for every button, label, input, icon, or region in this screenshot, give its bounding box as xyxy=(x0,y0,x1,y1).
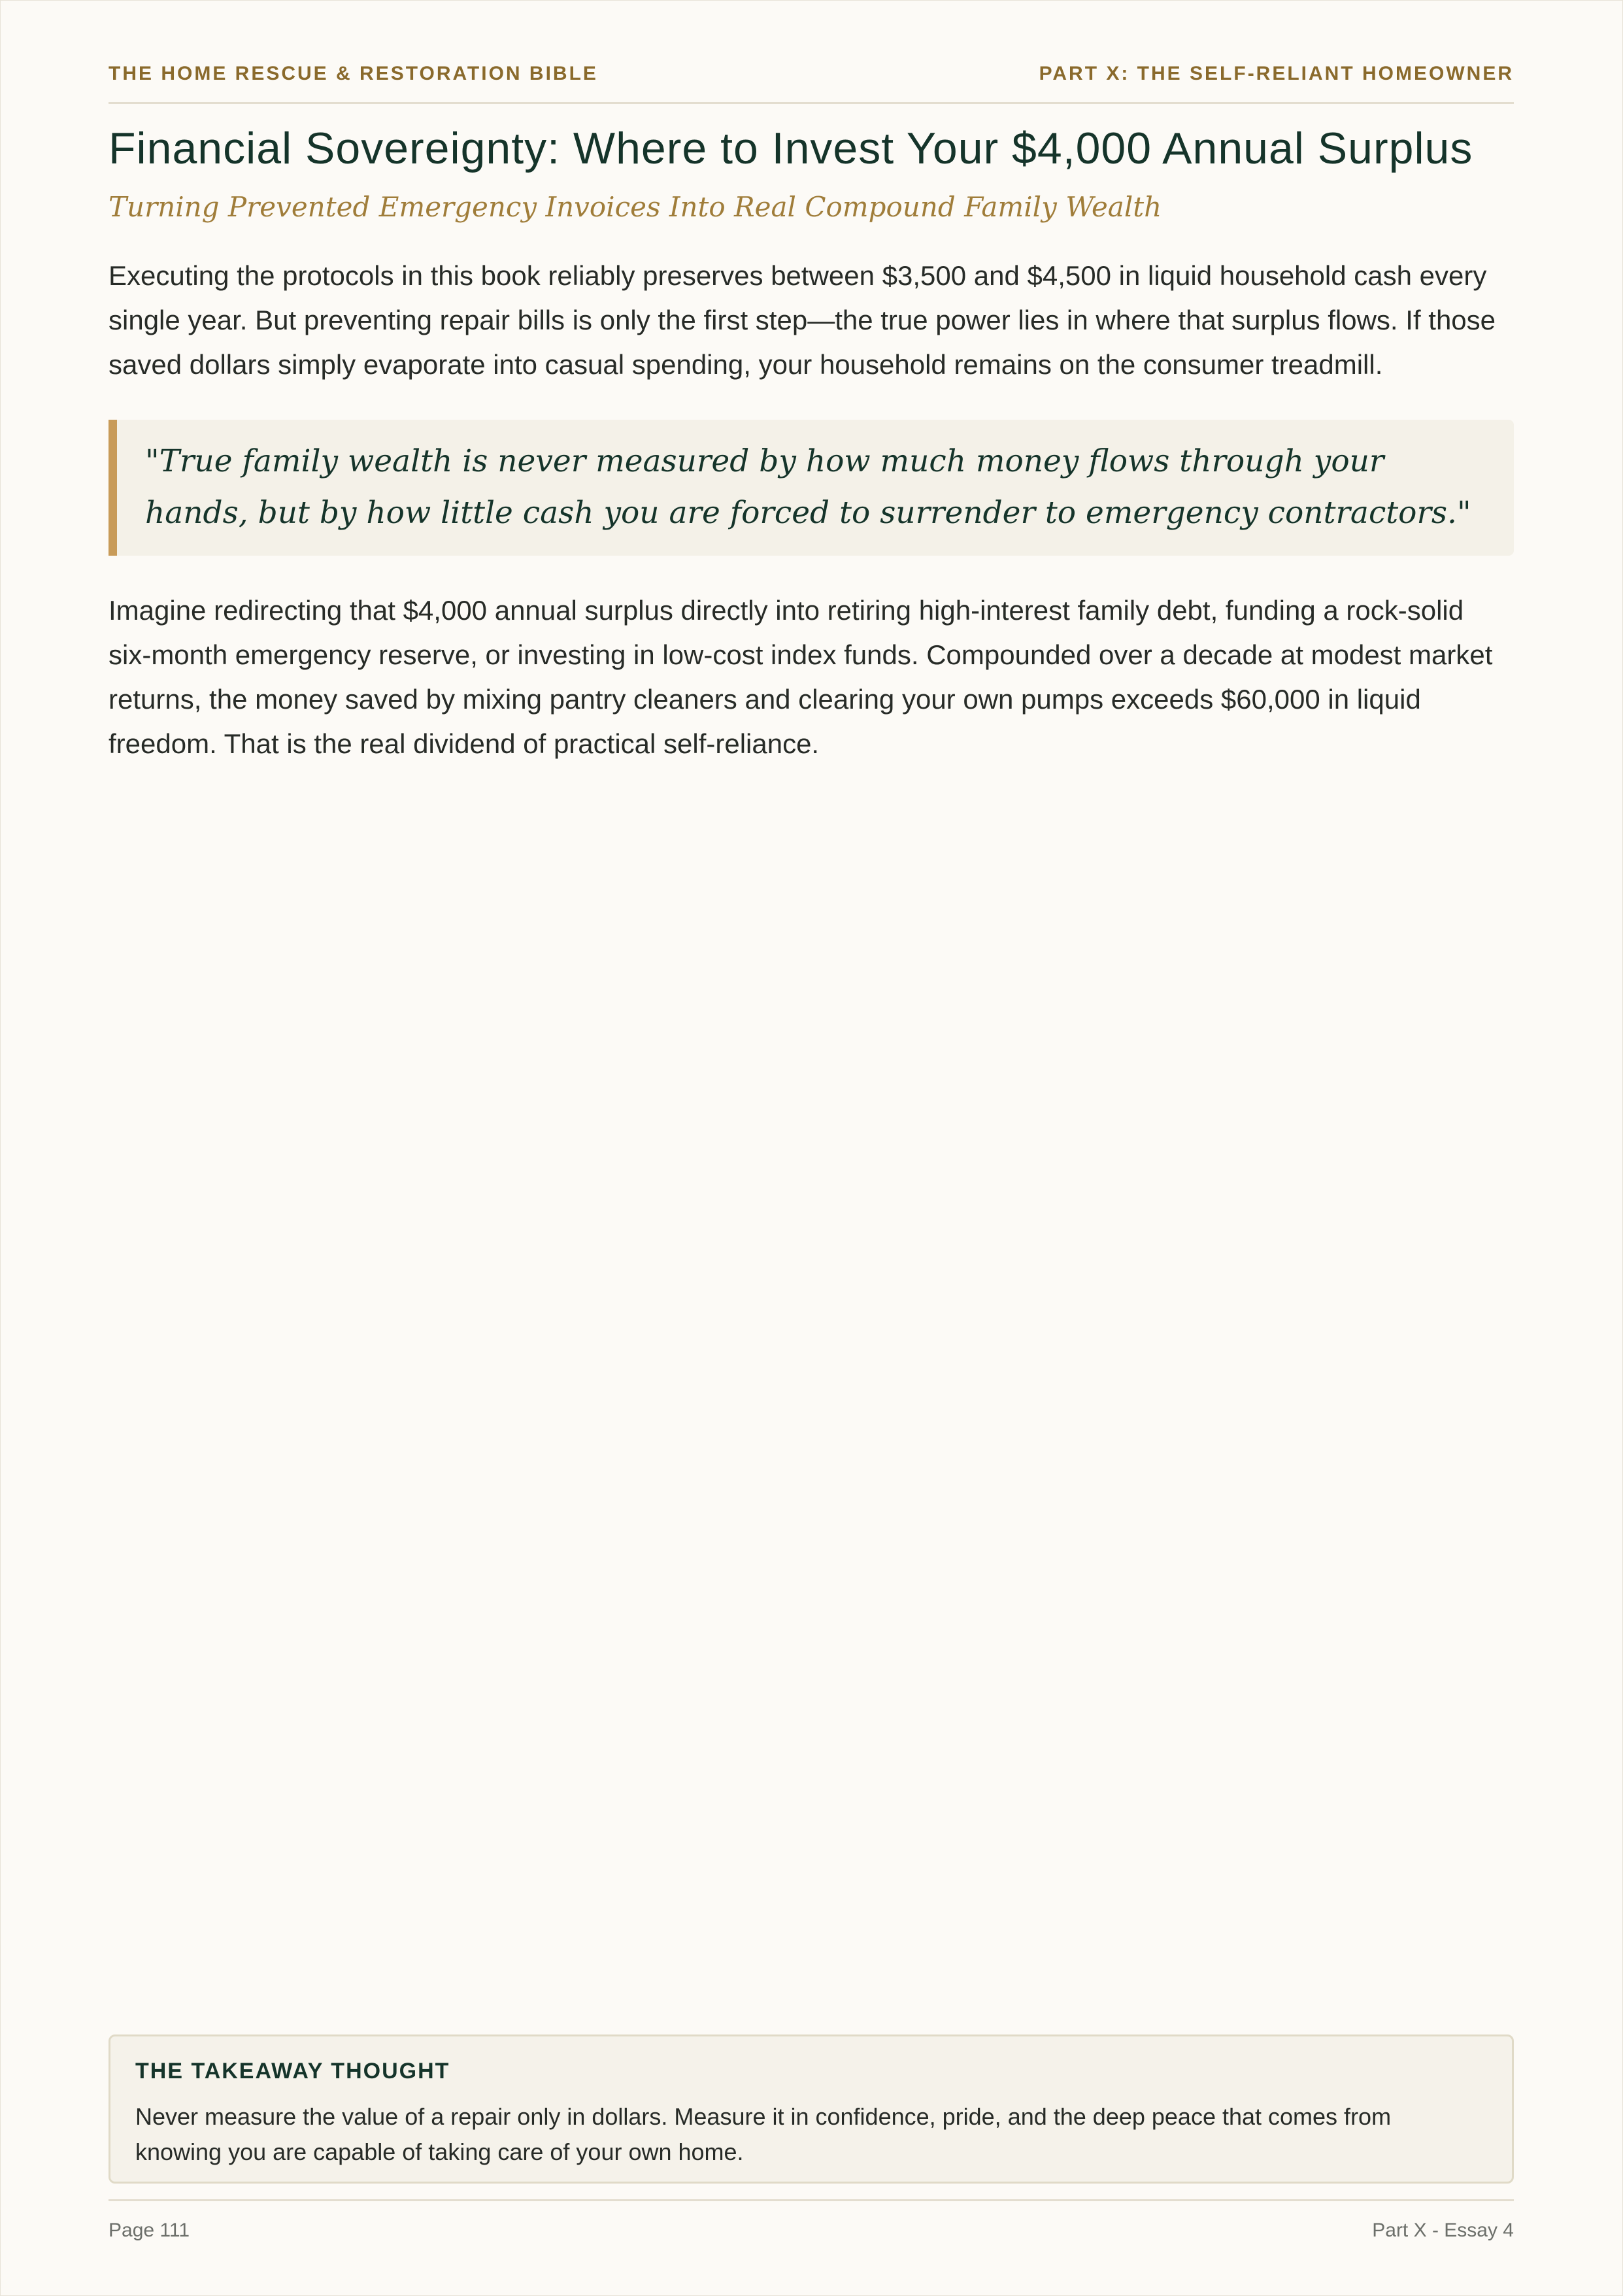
body-paragraph-2: Imagine redirecting that $4,000 annual surplus directly into retiring high-interest family debt, funding a rock-solid six-month emergency reserve, or investing in low-cost index funds. Compounded over a decade at modest market returns, the money saved by mixing pantry cleaners and clearing your own pumps exceeds $60,000 in liquid freedom. That is the real dividend of practical self-reliance. xyxy=(109,595,1493,759)
document-page xyxy=(109,0,1514,2296)
pull-quote xyxy=(109,420,1514,556)
body-paragraph-1: Executing the protocols in this book reliably preserves between $3,500 and $4,500 in liquid household cash every single year. But preventing repair bills is only the first step—the true power lies in where that surplus flows. If those saved dollars simply evaporate into casual spending, your household remains on the consumer treadmill. xyxy=(109,260,1496,380)
page-number: Page 111 xyxy=(109,2220,190,2241)
essay-title: Financial Sovereignty: Where to Invest Your $4,000 Annual Surplus xyxy=(109,124,1473,173)
part-title-header: PART X: THE SELF-RELIANT HOMEOWNER xyxy=(1039,63,1514,84)
takeaway-text: Never measure the value of a repair only in dollars. Measure it in confidence, pride, and the deep peace that comes from knowing you are capable of taking care of your own home. xyxy=(135,2103,1392,2165)
pull-quote-accent-bar xyxy=(109,420,117,556)
essay-subtitle: Turning Prevented Emergency Invoices Into Real Compound Family Wealth xyxy=(109,191,1162,223)
running-header xyxy=(109,63,1514,104)
takeaway-heading: THE TAKEAWAY THOUGHT xyxy=(135,2059,450,2084)
essay-label: Part X - Essay 4 xyxy=(1372,2220,1514,2241)
pull-quote-text: "True family wealth is never measured by how much money flows through your hands, but by how little cash you are forced to surrender to emergency contractors." xyxy=(145,443,1471,531)
takeaway-box xyxy=(109,2034,1514,2184)
book-title-header: THE HOME RESCUE & RESTORATION BIBLE xyxy=(109,63,598,84)
page-footer xyxy=(109,2199,1514,2240)
